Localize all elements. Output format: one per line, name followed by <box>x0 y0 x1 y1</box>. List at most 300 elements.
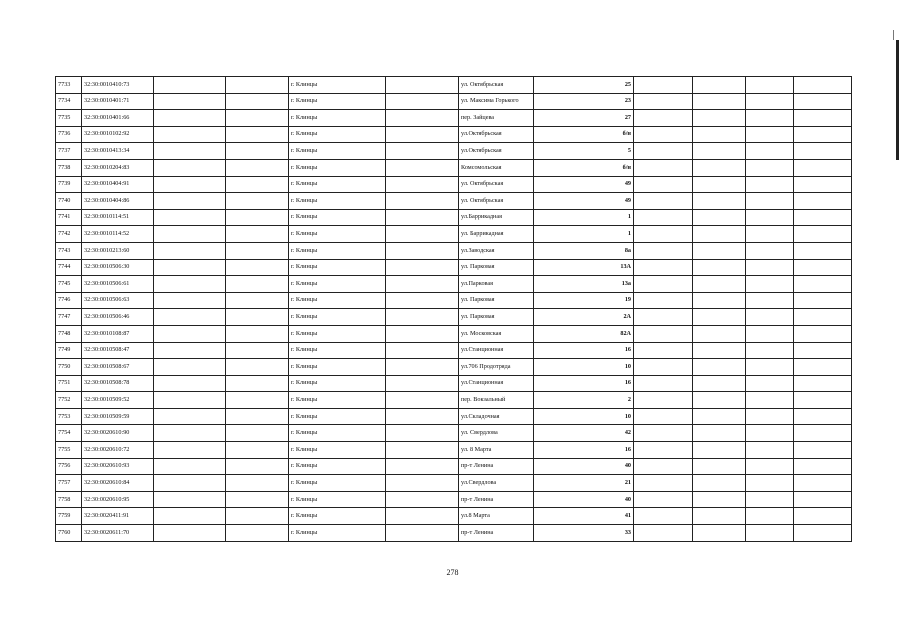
table-row <box>56 77 852 94</box>
city-cell: г. Клинцы <box>289 342 386 359</box>
row-number: 7749 <box>56 342 82 359</box>
cadastral-number: 32:30:0010213:60 <box>82 242 154 259</box>
empty-cell <box>634 259 693 276</box>
row-number: 7734 <box>56 93 82 110</box>
page-number: 278 <box>446 568 459 577</box>
empty-cell <box>693 110 746 127</box>
street-cell: ул. Октябрьская <box>459 176 534 193</box>
street-cell: ул. Максима Горького <box>459 93 534 110</box>
street-cell: ул. Свердлова <box>459 425 534 442</box>
street-cell: ул. Парковая <box>459 309 534 326</box>
empty-cell <box>794 508 852 525</box>
table-row <box>56 442 852 459</box>
house-number: 2 <box>534 392 634 409</box>
empty-cell <box>794 342 852 359</box>
empty-cell <box>746 442 794 459</box>
empty-cell <box>746 93 794 110</box>
house-number: 16 <box>534 342 634 359</box>
row-number: 7743 <box>56 242 82 259</box>
empty-cell <box>693 392 746 409</box>
house-number: 49 <box>534 193 634 210</box>
empty-cell <box>794 475 852 492</box>
city-cell: г. Клинцы <box>289 458 386 475</box>
street-cell: Комсомольская <box>459 159 534 176</box>
empty-cell <box>634 375 693 392</box>
cadastral-number: 32:30:0010410:73 <box>82 77 154 94</box>
empty-cell <box>634 458 693 475</box>
cadastral-number: 32:30:0010506:46 <box>82 309 154 326</box>
empty-cell <box>634 309 693 326</box>
street-cell: ул.Заводская <box>459 242 534 259</box>
empty-cell <box>226 242 289 259</box>
empty-cell <box>746 325 794 342</box>
street-cell: ул. 8 Марта <box>459 442 534 459</box>
street-cell: ул.Баррикадная <box>459 209 534 226</box>
city-cell: г. Клинцы <box>289 77 386 94</box>
cadastral-number: 32:30:0010509:59 <box>82 408 154 425</box>
empty-cell <box>154 375 226 392</box>
house-number: 13а <box>534 276 634 293</box>
cadastral-number: 32:30:0020610:72 <box>82 442 154 459</box>
empty-cell <box>154 408 226 425</box>
table-row <box>56 309 852 326</box>
city-cell: г. Клинцы <box>289 309 386 326</box>
empty-cell <box>634 525 693 542</box>
empty-cell <box>746 359 794 376</box>
empty-cell <box>634 325 693 342</box>
empty-cell <box>386 110 459 127</box>
house-number: 13А <box>534 259 634 276</box>
empty-cell <box>746 77 794 94</box>
empty-cell <box>154 93 226 110</box>
row-number: 7760 <box>56 525 82 542</box>
empty-cell <box>693 325 746 342</box>
row-number: 7748 <box>56 325 82 342</box>
street-cell: ул.Октябрьская <box>459 143 534 160</box>
empty-cell <box>634 126 693 143</box>
street-cell: ул. Октябрьская <box>459 77 534 94</box>
empty-cell <box>386 259 459 276</box>
house-number: 40 <box>534 491 634 508</box>
empty-cell <box>693 193 746 210</box>
empty-cell <box>634 77 693 94</box>
table-row <box>56 325 852 342</box>
street-cell: ул.Станционная <box>459 342 534 359</box>
empty-cell <box>386 276 459 293</box>
house-number: 1 <box>534 226 634 243</box>
city-cell: г. Клинцы <box>289 442 386 459</box>
table-row <box>56 126 852 143</box>
table-row <box>56 276 852 293</box>
house-number: 2А <box>534 309 634 326</box>
scan-edge-tick <box>893 30 894 40</box>
empty-cell <box>386 292 459 309</box>
city-cell: г. Клинцы <box>289 276 386 293</box>
empty-cell <box>154 292 226 309</box>
city-cell: г. Клинцы <box>289 491 386 508</box>
empty-cell <box>693 77 746 94</box>
empty-cell <box>746 342 794 359</box>
city-cell: г. Клинцы <box>289 93 386 110</box>
empty-cell <box>634 342 693 359</box>
table-row <box>56 110 852 127</box>
city-cell: г. Клинцы <box>289 226 386 243</box>
empty-cell <box>746 425 794 442</box>
empty-cell <box>226 375 289 392</box>
empty-cell <box>746 193 794 210</box>
empty-cell <box>794 425 852 442</box>
empty-cell <box>746 508 794 525</box>
empty-cell <box>154 325 226 342</box>
empty-cell <box>634 425 693 442</box>
empty-cell <box>794 242 852 259</box>
empty-cell <box>154 259 226 276</box>
street-cell: пер. Зайцева <box>459 110 534 127</box>
street-cell: ул.8 Марта <box>459 508 534 525</box>
table-row <box>56 93 852 110</box>
table-row <box>56 259 852 276</box>
empty-cell <box>746 126 794 143</box>
empty-cell <box>746 475 794 492</box>
empty-cell <box>794 226 852 243</box>
row-number: 7735 <box>56 110 82 127</box>
empty-cell <box>693 176 746 193</box>
empty-cell <box>226 359 289 376</box>
house-number: 1 <box>534 209 634 226</box>
row-number: 7736 <box>56 126 82 143</box>
cadastral-number: 32:30:0010404:91 <box>82 176 154 193</box>
street-cell: ул. Парковая <box>459 292 534 309</box>
empty-cell <box>794 276 852 293</box>
house-number: 27 <box>534 110 634 127</box>
empty-cell <box>693 292 746 309</box>
city-cell: г. Клинцы <box>289 525 386 542</box>
row-number: 7759 <box>56 508 82 525</box>
empty-cell <box>746 309 794 326</box>
empty-cell <box>386 309 459 326</box>
empty-cell <box>226 342 289 359</box>
empty-cell <box>794 359 852 376</box>
table-row <box>56 508 852 525</box>
table-row <box>56 209 852 226</box>
cadastral-number: 32:30:0010102:92 <box>82 126 154 143</box>
house-number: 10 <box>534 359 634 376</box>
empty-cell <box>154 176 226 193</box>
row-number: 7750 <box>56 359 82 376</box>
table-row <box>56 342 852 359</box>
empty-cell <box>746 209 794 226</box>
house-number: 41 <box>534 508 634 525</box>
empty-cell <box>386 525 459 542</box>
empty-cell <box>154 126 226 143</box>
empty-cell <box>226 143 289 160</box>
register-body <box>56 77 852 542</box>
street-cell: ул. Московская <box>459 325 534 342</box>
empty-cell <box>794 325 852 342</box>
table-row <box>56 392 852 409</box>
empty-cell <box>634 209 693 226</box>
empty-cell <box>386 508 459 525</box>
empty-cell <box>693 375 746 392</box>
empty-cell <box>226 325 289 342</box>
empty-cell <box>226 408 289 425</box>
empty-cell <box>693 242 746 259</box>
empty-cell <box>794 491 852 508</box>
empty-cell <box>746 408 794 425</box>
street-cell: ул.Октябрьская <box>459 126 534 143</box>
empty-cell <box>746 458 794 475</box>
house-number: 40 <box>534 458 634 475</box>
table-row <box>56 425 852 442</box>
empty-cell <box>154 209 226 226</box>
cadastral-number: 32:30:0010401:71 <box>82 93 154 110</box>
empty-cell <box>226 77 289 94</box>
empty-cell <box>226 110 289 127</box>
empty-cell <box>154 226 226 243</box>
empty-cell <box>746 159 794 176</box>
table-row <box>56 143 852 160</box>
table-row <box>56 491 852 508</box>
empty-cell <box>693 93 746 110</box>
empty-cell <box>226 525 289 542</box>
city-cell: г. Клинцы <box>289 110 386 127</box>
city-cell: г. Клинцы <box>289 292 386 309</box>
table-row <box>56 193 852 210</box>
empty-cell <box>746 375 794 392</box>
empty-cell <box>386 342 459 359</box>
empty-cell <box>746 176 794 193</box>
house-number: б/н <box>534 159 634 176</box>
empty-cell <box>226 425 289 442</box>
empty-cell <box>226 226 289 243</box>
empty-cell <box>386 209 459 226</box>
empty-cell <box>154 342 226 359</box>
empty-cell <box>693 425 746 442</box>
cadastral-number: 32:30:0010506:61 <box>82 276 154 293</box>
street-cell: пер. Вокзальный <box>459 392 534 409</box>
row-number: 7756 <box>56 458 82 475</box>
empty-cell <box>794 375 852 392</box>
empty-cell <box>794 525 852 542</box>
row-number: 7745 <box>56 276 82 293</box>
empty-cell <box>154 442 226 459</box>
row-number: 7758 <box>56 491 82 508</box>
table-row <box>56 475 852 492</box>
street-cell: ул.Складочная <box>459 408 534 425</box>
house-number: 49 <box>534 176 634 193</box>
empty-cell <box>386 242 459 259</box>
empty-cell <box>794 408 852 425</box>
cadastral-number: 32:30:0020610:84 <box>82 475 154 492</box>
row-number: 7753 <box>56 408 82 425</box>
empty-cell <box>154 309 226 326</box>
row-number: 7752 <box>56 392 82 409</box>
empty-cell <box>746 242 794 259</box>
empty-cell <box>226 93 289 110</box>
table-row <box>56 525 852 542</box>
empty-cell <box>634 392 693 409</box>
empty-cell <box>634 110 693 127</box>
empty-cell <box>386 475 459 492</box>
street-cell: ул.Парковая <box>459 276 534 293</box>
empty-cell <box>693 143 746 160</box>
cadastral-number: 32:30:0020611:70 <box>82 525 154 542</box>
empty-cell <box>226 126 289 143</box>
row-number: 7742 <box>56 226 82 243</box>
row-number: 7754 <box>56 425 82 442</box>
city-cell: г. Клинцы <box>289 159 386 176</box>
empty-cell <box>386 408 459 425</box>
empty-cell <box>226 458 289 475</box>
empty-cell <box>226 276 289 293</box>
empty-cell <box>746 259 794 276</box>
empty-cell <box>746 110 794 127</box>
empty-cell <box>693 508 746 525</box>
empty-cell <box>226 442 289 459</box>
empty-cell <box>693 126 746 143</box>
empty-cell <box>154 491 226 508</box>
empty-cell <box>154 276 226 293</box>
table-row <box>56 359 852 376</box>
city-cell: г. Клинцы <box>289 508 386 525</box>
empty-cell <box>386 375 459 392</box>
house-number: 8а <box>534 242 634 259</box>
table-row <box>56 226 852 243</box>
empty-cell <box>693 342 746 359</box>
city-cell: г. Клинцы <box>289 143 386 160</box>
empty-cell <box>386 93 459 110</box>
empty-cell <box>634 475 693 492</box>
empty-cell <box>634 226 693 243</box>
empty-cell <box>693 525 746 542</box>
empty-cell <box>794 126 852 143</box>
empty-cell <box>693 159 746 176</box>
cadastral-number: 32:30:0010509:52 <box>82 392 154 409</box>
empty-cell <box>386 325 459 342</box>
table-row <box>56 159 852 176</box>
empty-cell <box>634 292 693 309</box>
empty-cell <box>386 193 459 210</box>
house-number: 25 <box>534 77 634 94</box>
empty-cell <box>154 359 226 376</box>
empty-cell <box>794 159 852 176</box>
empty-cell <box>154 508 226 525</box>
empty-cell <box>226 392 289 409</box>
house-number: 42 <box>534 425 634 442</box>
empty-cell <box>693 276 746 293</box>
street-cell: ул. Октябрьская <box>459 193 534 210</box>
empty-cell <box>794 292 852 309</box>
row-number: 7738 <box>56 159 82 176</box>
empty-cell <box>794 259 852 276</box>
empty-cell <box>746 525 794 542</box>
empty-cell <box>693 209 746 226</box>
empty-cell <box>794 209 852 226</box>
empty-cell <box>386 176 459 193</box>
empty-cell <box>386 458 459 475</box>
empty-cell <box>634 159 693 176</box>
row-number: 7755 <box>56 442 82 459</box>
table-row <box>56 242 852 259</box>
cadastral-number: 32:30:0010506:30 <box>82 259 154 276</box>
empty-cell <box>386 159 459 176</box>
cadastral-number: 32:30:0010508:78 <box>82 375 154 392</box>
empty-cell <box>746 143 794 160</box>
empty-cell <box>746 226 794 243</box>
house-number: 10 <box>534 408 634 425</box>
street-cell: ул.Свердлова <box>459 475 534 492</box>
row-number: 7741 <box>56 209 82 226</box>
empty-cell <box>794 93 852 110</box>
empty-cell <box>693 475 746 492</box>
empty-cell <box>226 292 289 309</box>
empty-cell <box>154 242 226 259</box>
empty-cell <box>154 143 226 160</box>
row-number: 7751 <box>56 375 82 392</box>
empty-cell <box>226 475 289 492</box>
city-cell: г. Клинцы <box>289 425 386 442</box>
cadastral-number: 32:30:0020411:91 <box>82 508 154 525</box>
cadastral-number: 32:30:0010508:47 <box>82 342 154 359</box>
table-row <box>56 458 852 475</box>
street-cell: ул.706 Продотряда <box>459 359 534 376</box>
empty-cell <box>386 226 459 243</box>
city-cell: г. Клинцы <box>289 193 386 210</box>
cadastral-number: 32:30:0010114:52 <box>82 226 154 243</box>
empty-cell <box>634 359 693 376</box>
row-number: 7733 <box>56 77 82 94</box>
cadastral-number: 32:30:0020610:93 <box>82 458 154 475</box>
house-number: 23 <box>534 93 634 110</box>
city-cell: г. Клинцы <box>289 408 386 425</box>
row-number: 7740 <box>56 193 82 210</box>
empty-cell <box>226 193 289 210</box>
empty-cell <box>154 425 226 442</box>
city-cell: г. Клинцы <box>289 475 386 492</box>
empty-cell <box>634 176 693 193</box>
row-number: 7747 <box>56 309 82 326</box>
empty-cell <box>154 159 226 176</box>
empty-cell <box>794 193 852 210</box>
empty-cell <box>693 259 746 276</box>
cadastral-number: 32:30:0010204:83 <box>82 159 154 176</box>
table-row <box>56 292 852 309</box>
street-cell: ул. Баррикадная <box>459 226 534 243</box>
empty-cell <box>226 309 289 326</box>
empty-cell <box>693 408 746 425</box>
empty-cell <box>386 126 459 143</box>
empty-cell <box>634 193 693 210</box>
cadastral-number: 32:30:0010506:63 <box>82 292 154 309</box>
house-number: 5 <box>534 143 634 160</box>
city-cell: г. Клинцы <box>289 375 386 392</box>
row-number: 7737 <box>56 143 82 160</box>
cadastral-number: 32:30:0010508:67 <box>82 359 154 376</box>
empty-cell <box>693 491 746 508</box>
empty-cell <box>154 458 226 475</box>
house-number: 21 <box>534 475 634 492</box>
empty-cell <box>386 442 459 459</box>
empty-cell <box>693 359 746 376</box>
empty-cell <box>634 491 693 508</box>
empty-cell <box>226 491 289 508</box>
cadastral-number: 32:30:0010108:87 <box>82 325 154 342</box>
city-cell: г. Клинцы <box>289 259 386 276</box>
city-cell: г. Клинцы <box>289 126 386 143</box>
empty-cell <box>154 110 226 127</box>
empty-cell <box>386 392 459 409</box>
cadastral-number: 32:30:0010114:51 <box>82 209 154 226</box>
